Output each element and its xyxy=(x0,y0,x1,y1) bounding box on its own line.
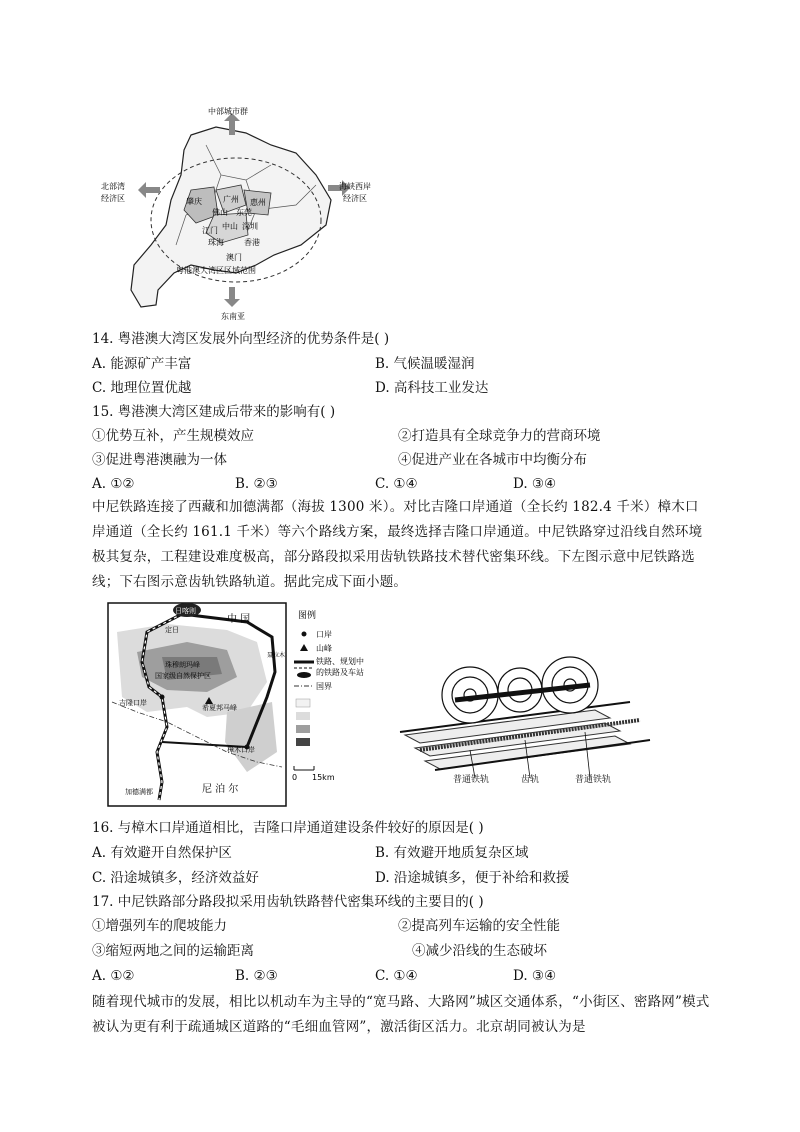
label-foshan: 佛山 xyxy=(212,208,228,217)
rack-railway-illustration xyxy=(395,640,655,790)
q17-option-a: A. ①② xyxy=(92,968,135,984)
q15-option-a: A. ①② xyxy=(92,476,135,492)
china-nepal-railway-map xyxy=(107,602,287,807)
label-jilong: 吉隆口岸 xyxy=(119,699,147,707)
map-legend xyxy=(290,606,380,806)
label-zhongshan: 中山 xyxy=(222,222,238,231)
rail-label-rack: 齿轨 xyxy=(521,775,540,785)
q15-stem: 15. 粤港澳大湾区建成后带来的影响有( ) xyxy=(92,404,336,420)
label-zhaoqing: 肇庆 xyxy=(186,197,202,206)
label-zhangmu: 樟木口岸 xyxy=(227,746,255,754)
q17-stem: 17. 中尼铁路部分路段拟采用齿轨铁路替代密集环线的主要目的( ) xyxy=(92,894,484,910)
q17-option-d: D. ③④ xyxy=(513,968,557,984)
label-dongguan: 东莞 xyxy=(236,208,252,217)
label-north-gulf-1: 北部湾 xyxy=(101,182,125,191)
legend-scale-zero: 0 xyxy=(292,773,298,782)
q15-statement-3: ③促进粤港澳融为一体 xyxy=(92,452,227,468)
svg-text:的铁路及车站: 的铁路及车站 xyxy=(316,668,364,677)
q15-option-b: B. ②③ xyxy=(235,476,278,492)
legend-port-icon xyxy=(302,632,307,637)
label-nielamu: 聂拉木 xyxy=(267,652,286,659)
q14-option-c: C. 地理位置优越 xyxy=(92,380,192,396)
q15-option-c: C. ①④ xyxy=(375,476,418,492)
svg-text:铁路、规划中: 铁路、规划中 xyxy=(316,657,364,666)
label-southeast-asia: 东南亚 xyxy=(221,312,245,321)
q15-statement-1: ①优势互补，产生规模效应 xyxy=(92,428,254,444)
rail-label-normal-left: 普通铁轨 xyxy=(453,775,490,785)
q16-stem: 16. 与樟木口岸通道相比，吉隆口岸通道建设条件较好的原因是( ) xyxy=(92,820,484,836)
label-west-strait-2: 经济区 xyxy=(343,194,367,203)
label-range: 粤港澳大湾区区域范围 xyxy=(176,266,256,275)
q16-option-d: D. 沿途城镇多，便于补给和救援 xyxy=(375,870,570,886)
legend-port: 口岸 xyxy=(316,630,332,639)
q16-option-c: C. 沿途城镇多，经济效益好 xyxy=(92,870,259,886)
q16-option-b: B. 有效避开地质复杂区域 xyxy=(375,845,529,861)
q15-option-d: D. ③④ xyxy=(513,476,557,492)
label-hongkong: 香港 xyxy=(244,238,260,247)
q17-statement-2: ②提高列车运输的安全性能 xyxy=(398,918,560,934)
passage-hutong: 随着现代城市的发展，相比以机动车为主导的“宽马路、大路网”城区交通体系，“小街区、密路网”模式被认为更有利于疏通城区道路的“毛细血管网”，激活街区活力。北京胡同被认为是 xyxy=(92,994,710,1035)
q17-statement-1: ①增强列车的爬坡能力 xyxy=(92,918,227,934)
passage-china-nepal-railway: 中尼铁路连接了西藏和加德满都（海拔 1300 米）。对比吉隆口岸通道（全长约 182.4 千米）樟木口岸通道（全长约 161.1 千米）等六个路线方案，最终选择吉隆口岸通道。中尼铁路穿过沿线自然环境极其复杂，工程建设难度极高，部分路段拟采用齿轨铁路技术替代密集环线。下左图示意中尼铁路选线；下右图示意齿轨铁路轨道。据此完成下面小题。 xyxy=(92,499,703,590)
q16-option-a: A. 有效避开自然保护区 xyxy=(92,845,232,861)
q17-option-c: C. ①④ xyxy=(375,968,418,984)
legend-border: 国界 xyxy=(316,682,332,691)
q17-statement-3: ③缩短两地之间的运输距离 xyxy=(92,943,254,959)
label-nepal: 尼 泊 尔 xyxy=(202,784,239,795)
label-north-gulf-2: 经济区 xyxy=(101,194,125,203)
label-jiangmen: 江门 xyxy=(202,226,218,235)
legend-title: 图例 xyxy=(298,611,317,621)
label-xiabangma: 希夏邦马峰 xyxy=(202,704,237,712)
q15-statement-2: ②打造具有全球竞争力的营商环境 xyxy=(398,428,601,444)
q17-statement-4: ④减少沿线的生态破坏 xyxy=(412,943,547,959)
label-shigatse: 日喀则 xyxy=(175,607,196,615)
label-dingri: 定日 xyxy=(165,626,179,634)
legend-peak: 山峰 xyxy=(316,644,332,653)
label-huizhou: 惠州 xyxy=(250,198,266,207)
q14-option-b: B. 气候温暖湿润 xyxy=(375,356,475,372)
label-shenzhen: 深圳 xyxy=(242,222,258,231)
label-qomolangma-1: 珠穆朗玛峰 xyxy=(165,661,200,669)
q15-statement-4: ④促进产业在各城市中均衡分布 xyxy=(398,452,587,468)
q14-option-d: D. 高科技工业发达 xyxy=(375,380,489,396)
label-macau: 澳门 xyxy=(226,253,242,262)
greater-bay-area-map xyxy=(96,105,396,327)
label-west-strait-1: 海峡西岸 xyxy=(339,182,371,191)
q17-option-b: B. ②③ xyxy=(235,968,278,984)
legend-peak-icon xyxy=(300,644,308,651)
label-zhuhai: 珠海 xyxy=(208,238,224,247)
label-central: 中部城市群 xyxy=(208,107,248,116)
q14-option-a: A. 能源矿产丰富 xyxy=(92,356,192,372)
rail-label-normal-right: 普通铁轨 xyxy=(575,775,612,785)
q14-stem: 14. 粤港澳大湾区发展外向型经济的优势条件是( ) xyxy=(92,331,390,347)
legend-scale: 15km xyxy=(312,773,335,782)
label-china: 中 国 xyxy=(227,614,251,625)
label-guangzhou: 广州 xyxy=(223,195,239,204)
label-kathmandu: 加德满都 xyxy=(125,788,153,796)
label-qomolangma-2: 国家级自然保护区 xyxy=(155,672,211,680)
